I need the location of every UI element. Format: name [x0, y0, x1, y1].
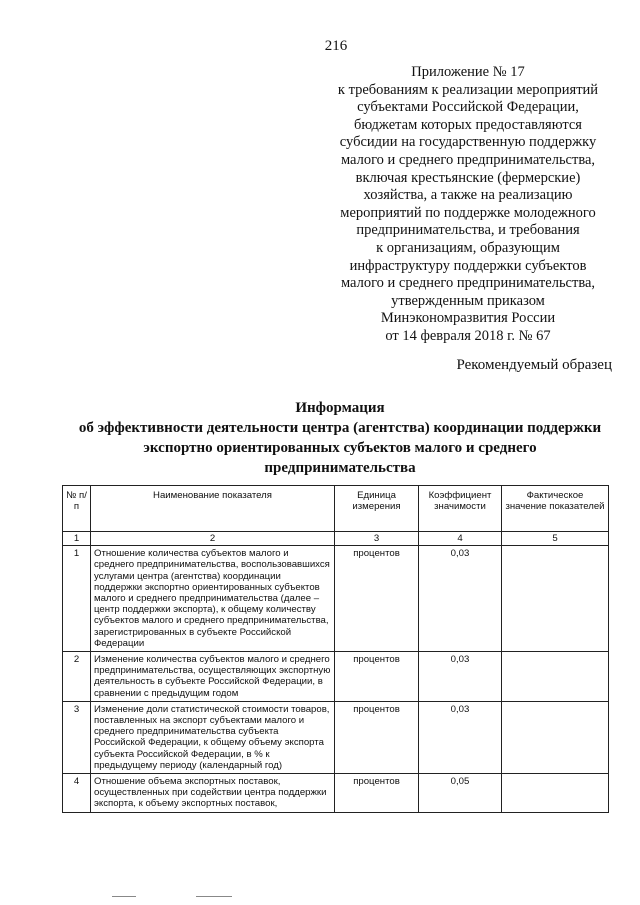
row-coef: 0,05 — [419, 774, 502, 813]
row-num: 1 — [63, 546, 91, 652]
title-line: Информация — [295, 400, 385, 416]
appendix-block — [318, 64, 618, 346]
appendix-line: хозяйства, а также на реализацию — [363, 187, 573, 204]
appendix-line: утвержденным приказом — [391, 292, 545, 309]
appendix-line: субъектами Российской Федерации, — [357, 99, 579, 116]
appendix-line: к требованиям к реализации мероприятий — [337, 81, 599, 98]
appendix-line: предпринимательства, и требования — [356, 222, 580, 239]
appendix-line: инфраструктуру поддержки субъектов — [349, 257, 587, 274]
appendix-line: Минэкономразвития России — [380, 310, 556, 327]
page-edge-mark — [196, 896, 232, 897]
column-index: 2 — [91, 532, 335, 546]
header-unit: Единица измерения — [335, 486, 419, 532]
appendix-line: малого и среднего предпринимательства, — [340, 275, 596, 292]
title-line: об эффективности деятельности центра (агентства) координации поддержки — [78, 420, 602, 436]
table-header-row — [63, 486, 609, 532]
row-coef: 0,03 — [419, 546, 502, 652]
table-row — [63, 701, 609, 773]
row-unit: процентов — [335, 774, 419, 813]
header-coef: Коэффициент значимости — [419, 486, 502, 532]
column-index: 1 — [63, 532, 91, 546]
appendix-line: Приложение № 17 — [411, 64, 525, 80]
header-num: № п/п — [63, 486, 91, 532]
appendix-line: от 14 февраля 2018 г. № 67 — [385, 327, 551, 344]
row-fact — [502, 546, 609, 652]
indicators-table — [62, 485, 609, 813]
row-indicator-name: Изменение доли статистической стоимости товаров, поставленных на экспорт субъектами малого и среднего предпринимательства субъекта Российской Федерации, к общему объему экспорта субъекта Российской Федерации, в % к предыдущему периоду (календарный год) — [91, 701, 335, 773]
row-fact — [502, 701, 609, 773]
column-index-row — [63, 532, 609, 546]
appendix-line: к организациям, образующим — [376, 239, 560, 256]
column-index: 3 — [335, 532, 419, 546]
page-number: 216 — [324, 38, 348, 54]
row-num: 4 — [63, 774, 91, 813]
appendix-line: малого и среднего предпринимательства, — [340, 151, 596, 168]
row-num: 3 — [63, 701, 91, 773]
header-fact: Фактическое значение показателей — [502, 486, 609, 532]
column-index: 5 — [502, 532, 609, 546]
title-line: экспортно ориентированных субъектов малого и среднего — [143, 440, 537, 456]
row-fact — [502, 652, 609, 702]
row-indicator-name: Отношение объема экспортных поставок, осуществленных при содействии центра поддержки экспорта, к объему экспортных поставок, — [91, 774, 335, 813]
title-line: предпринимательства — [264, 460, 416, 476]
row-coef: 0,03 — [419, 652, 502, 702]
table-row — [63, 774, 609, 813]
row-coef: 0,03 — [419, 701, 502, 773]
table-row — [63, 652, 609, 702]
column-index: 4 — [419, 532, 502, 546]
row-indicator-name: Отношение количества субъектов малого и среднего предпринимательства, воспользовавшихся услугами центра (агентства) координации поддержки экспортно ориентированных субъектов малого и среднего предпринимательства (далее – центр поддержки экспорта), к общему количеству субъектов малого и среднего предпринимательства, зарегистрированных в субъекте Российской Федерации — [91, 546, 335, 652]
appendix-line: бюджетам которых предоставляются — [354, 116, 582, 133]
page-edge-mark — [112, 896, 136, 897]
row-unit: процентов — [335, 546, 419, 652]
row-fact — [502, 774, 609, 813]
appendix-line: мероприятий по поддержке молодежного — [340, 204, 596, 221]
header-name: Наименование показателя — [91, 486, 335, 532]
appendix-line: субсидии на государственную поддержку — [339, 134, 597, 151]
row-indicator-name: Изменение количества субъектов малого и среднего предпринимательства, осуществляющих экспортную деятельность в субъекте Российской Федерации, в сравнении с предыдущим годом — [91, 652, 335, 702]
row-num: 2 — [63, 652, 91, 702]
document-title — [40, 398, 640, 478]
table-row — [63, 546, 609, 652]
row-unit: процентов — [335, 652, 419, 702]
row-unit: процентов — [335, 701, 419, 773]
recommended-sample-label: Рекомендуемый образец — [456, 357, 612, 373]
appendix-line: включая крестьянские (фермерские) — [355, 169, 581, 186]
